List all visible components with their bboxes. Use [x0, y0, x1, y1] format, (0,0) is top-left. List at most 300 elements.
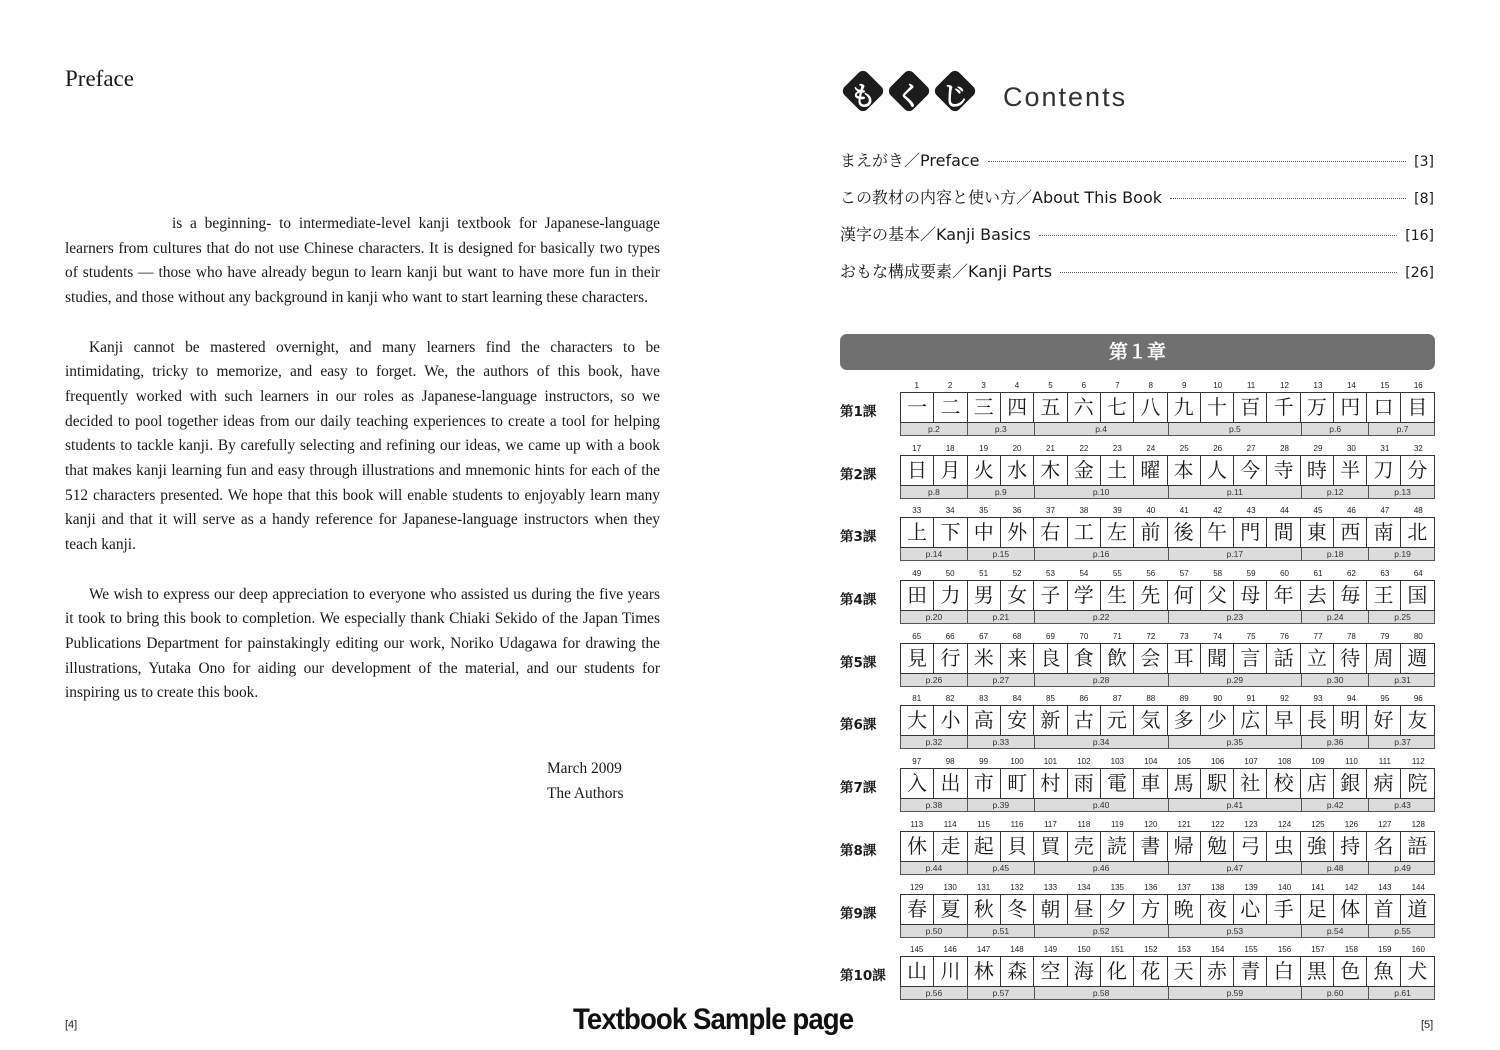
toc-row[interactable] [840, 148, 1434, 185]
kanji-cell[interactable]: 少 [1201, 706, 1234, 735]
page-ref[interactable]: p.28 [1035, 674, 1169, 686]
page-ref[interactable]: p.29 [1169, 674, 1303, 686]
kanji-cell[interactable]: 体 [1334, 895, 1367, 924]
kanji-cell[interactable]: 前 [1134, 518, 1167, 547]
kanji-cell[interactable]: 勉 [1201, 832, 1234, 861]
kanji-cell[interactable]: 円 [1334, 393, 1367, 422]
page-ref[interactable]: p.34 [1035, 736, 1169, 748]
kanji-number: 13 [1313, 381, 1323, 390]
page-ref[interactable]: p.10 [1035, 486, 1169, 498]
kanji-cell[interactable]: 春 [901, 895, 934, 924]
kanji-cell[interactable]: 広 [1234, 706, 1267, 735]
kanji-cell[interactable]: 小 [934, 706, 967, 735]
page-ref[interactable]: p.51 [968, 925, 1035, 937]
kanji-cell[interactable]: 長 [1301, 706, 1334, 735]
kanji-cell[interactable]: 百 [1234, 393, 1267, 422]
kanji-number: 61 [1313, 569, 1323, 579]
kanji-number: 104 [1144, 757, 1158, 767]
kanji-number: 144 [1411, 882, 1425, 892]
kanji-number: 84 [1012, 694, 1022, 704]
page-ref-row [900, 862, 1435, 875]
preface-signature-block [547, 756, 624, 806]
page-ref[interactable]: p.40 [1035, 799, 1169, 811]
page-ref[interactable]: p.42 [1302, 799, 1369, 811]
page-ref[interactable]: p.53 [1169, 925, 1303, 937]
kanji-cell[interactable]: 週 [1407, 645, 1428, 670]
kanji-cell[interactable]: 雨 [1068, 769, 1101, 798]
page-ref[interactable]: p.55 [1394, 925, 1411, 936]
kanji-cell[interactable]: 休 [901, 832, 934, 861]
kanji-number: 19 [979, 443, 989, 453]
kanji-number: 70 [1079, 631, 1089, 641]
kanji-cell[interactable]: 町 [1001, 769, 1034, 798]
kanji-cell[interactable]: 虫 [1267, 832, 1300, 861]
kanji-cell[interactable]: 九 [1168, 393, 1201, 422]
kanji-cell[interactable]: 力 [934, 581, 967, 610]
page-ref[interactable]: p.7 [1396, 424, 1409, 434]
kanji-cell[interactable]: 天 [1168, 957, 1201, 986]
kanji-cell[interactable]: 子 [1034, 581, 1067, 610]
lesson-row [840, 754, 1436, 817]
kanji-cell[interactable]: 夏 [934, 895, 967, 924]
page-ref[interactable]: p.15 [968, 548, 1035, 560]
kanji-cell[interactable]: 名 [1367, 832, 1400, 861]
kanji-number: 74 [1213, 631, 1223, 641]
lesson-row [840, 691, 1436, 754]
kanji-number: 126 [1344, 819, 1359, 829]
kanji-cell[interactable]: 魚 [1367, 957, 1400, 986]
kanji-cell[interactable]: 間 [1267, 518, 1300, 547]
kanji-cell[interactable]: 生 [1101, 581, 1134, 610]
page-ref[interactable]: p.4 [1035, 423, 1169, 435]
kanji-cell[interactable]: 夜 [1201, 895, 1234, 924]
page-ref[interactable]: p.60 [1302, 987, 1369, 999]
kanji-cell[interactable]: 二 [934, 393, 967, 422]
page-ref[interactable]: p.23 [1169, 611, 1303, 623]
kanji-cell[interactable]: 手 [1267, 895, 1300, 924]
kanji-number: 152 [1144, 945, 1158, 955]
kanji-cell[interactable]: 買 [1034, 832, 1067, 861]
kanji-cell[interactable]: 北 [1407, 520, 1428, 545]
kanji-cell[interactable]: 朝 [1034, 895, 1067, 924]
lesson-row [840, 378, 1436, 441]
kanji-number: 94 [1346, 694, 1356, 704]
kanji-cell[interactable]: 千 [1267, 393, 1300, 422]
kanji-cell[interactable]: 晩 [1168, 895, 1201, 924]
kanji-cell[interactable]: 花 [1134, 957, 1167, 986]
kanji-cell[interactable]: 病 [1367, 769, 1400, 798]
page-ref[interactable]: p.8 [901, 486, 968, 498]
page-ref[interactable]: p.12 [1302, 486, 1369, 498]
kanji-cell[interactable]: 青 [1234, 957, 1267, 986]
kanji-cell[interactable]: 大 [901, 706, 934, 735]
kanji-cell[interactable]: 右 [1034, 518, 1067, 547]
kanji-cell[interactable]: 持 [1334, 832, 1367, 861]
kanji-cell[interactable]: 今 [1234, 456, 1267, 485]
lesson-label: 第8課 [840, 842, 877, 859]
kanji-number: 106 [1210, 757, 1225, 767]
kanji-cell[interactable]: 八 [1134, 393, 1167, 422]
kanji-cell[interactable]: 待 [1334, 644, 1367, 673]
kanji-cell[interactable]: 秋 [968, 895, 1001, 924]
kanji-cell[interactable]: 村 [1034, 769, 1067, 798]
kanji-cell[interactable]: 米 [968, 644, 1001, 673]
kanji-cell[interactable]: 強 [1301, 832, 1334, 861]
page-ref[interactable]: p.3 [968, 423, 1035, 435]
kanji-cell[interactable]: 飲 [1101, 644, 1134, 673]
kanji-cell[interactable]: 時 [1301, 456, 1334, 485]
kanji-number: 142 [1344, 882, 1359, 892]
kanji-number: 21 [1046, 443, 1055, 453]
page-ref[interactable]: p.25 [1394, 612, 1411, 623]
kanji-cell[interactable]: 口 [1367, 393, 1400, 422]
lesson-label: 第4課 [840, 592, 877, 609]
kanji-cell[interactable]: 語 [1407, 833, 1428, 858]
kanji-cell[interactable]: 父 [1201, 581, 1234, 610]
page-ref[interactable]: p.18 [1302, 548, 1369, 560]
page-ref[interactable]: p.56 [901, 987, 968, 999]
kanji-cell[interactable]: 入 [901, 769, 934, 798]
kanji-cell[interactable]: 店 [1301, 769, 1334, 798]
page-ref[interactable]: p.26 [901, 674, 968, 686]
toc-page: [26] [1405, 265, 1434, 281]
kanji-number: 83 [979, 694, 989, 704]
page-ref[interactable]: p.43 [1394, 800, 1411, 811]
page-ref[interactable]: p.52 [1035, 925, 1169, 937]
kanji-number: 100 [1010, 757, 1024, 767]
kanji-number: 24 [1146, 443, 1156, 453]
page-ref[interactable]: p.17 [1169, 548, 1303, 560]
kanji-cell[interactable]: 去 [1301, 581, 1334, 610]
kanji-cell[interactable]: 友 [1407, 708, 1428, 733]
kanji-cell[interactable]: 半 [1334, 456, 1367, 485]
toc-leader-dots [1039, 235, 1397, 236]
kanji-cell[interactable]: 林 [968, 957, 1001, 986]
page-ref[interactable]: p.44 [901, 862, 968, 874]
kanji-cell[interactable]: 外 [1001, 518, 1034, 547]
lesson-row [840, 880, 1436, 943]
kanji-cell[interactable]: 中 [968, 518, 1001, 547]
kanji-cell[interactable]: 出 [934, 769, 967, 798]
page-ref[interactable]: p.41 [1169, 799, 1303, 811]
toc-leader-dots [1170, 198, 1406, 199]
kanji-cell[interactable]: 黒 [1301, 957, 1334, 986]
kanji-cell[interactable]: 人 [1201, 456, 1234, 485]
kanji-row [900, 894, 1435, 925]
page-ref[interactable]: p.50 [901, 925, 968, 937]
page-ref-row [900, 736, 1435, 749]
kanji-number: 138 [1210, 882, 1225, 892]
kanji-cell[interactable]: 校 [1267, 769, 1300, 798]
kanji-cell[interactable]: 五 [1034, 393, 1067, 422]
kanji-cell[interactable]: 水 [1001, 456, 1034, 485]
lesson-label: 第2課 [840, 466, 877, 483]
kanji-cell[interactable]: 話 [1267, 644, 1300, 673]
kanji-cell[interactable]: 早 [1267, 706, 1300, 735]
kanji-cell[interactable]: 元 [1101, 706, 1134, 735]
kanji-cell[interactable]: 方 [1134, 895, 1167, 924]
kanji-number: 129 [910, 882, 924, 892]
page-ref[interactable]: p.46 [1035, 862, 1169, 874]
kanji-number: 9 [1181, 381, 1187, 390]
kanji-number: 87 [1112, 694, 1122, 704]
page-ref[interactable]: p.24 [1302, 611, 1369, 623]
page-ref[interactable]: p.61 [1394, 988, 1411, 999]
page-ref[interactable]: p.11 [1169, 486, 1303, 498]
kanji-row [900, 768, 1435, 799]
lesson-row [840, 441, 1436, 504]
kanji-cell[interactable]: 日 [901, 456, 934, 485]
page-ref[interactable]: p.13 [1394, 486, 1411, 497]
kanji-cell[interactable]: 目 [1407, 395, 1428, 419]
kanji-cell[interactable]: 午 [1201, 518, 1234, 547]
page-ref[interactable]: p.49 [1394, 862, 1411, 873]
page-ref[interactable]: p.32 [901, 736, 968, 748]
page-ref[interactable]: p.21 [968, 611, 1035, 623]
kanji-number: 135 [1110, 882, 1125, 892]
kanji-cell[interactable]: 工 [1068, 518, 1101, 547]
page-ref[interactable]: p.47 [1169, 862, 1303, 874]
page-ref[interactable]: p.48 [1302, 862, 1369, 874]
kanji-cell[interactable]: 海 [1068, 957, 1101, 986]
kanji-cell[interactable]: 市 [968, 769, 1001, 798]
kanji-cell[interactable]: 言 [1234, 644, 1267, 673]
kanji-cell[interactable]: 聞 [1201, 644, 1234, 673]
kanji-number: 124 [1277, 819, 1292, 829]
kanji-cell[interactable]: 立 [1301, 644, 1334, 673]
kanji-cell[interactable]: 足 [1301, 895, 1334, 924]
kanji-cell[interactable]: 毎 [1334, 581, 1367, 610]
kanji-cell[interactable]: 寺 [1267, 456, 1300, 485]
page-ref[interactable]: p.2 [901, 423, 968, 435]
kanji-cell[interactable]: 見 [901, 644, 934, 673]
kanji-cell[interactable]: 一 [901, 393, 934, 422]
kanji-cell[interactable]: 左 [1101, 518, 1134, 547]
kanji-cell[interactable]: 多 [1168, 706, 1201, 735]
kanji-cell[interactable]: 好 [1367, 706, 1400, 735]
kanji-cell[interactable]: 夕 [1101, 895, 1134, 924]
kanji-number: 50 [945, 569, 955, 579]
kanji-number: 119 [1110, 819, 1124, 829]
kanji-number: 139 [1244, 882, 1258, 892]
kanji-cell[interactable]: 社 [1234, 769, 1267, 798]
kanji-cell[interactable]: 良 [1034, 644, 1067, 673]
page-ref[interactable]: p.35 [1169, 736, 1303, 748]
page-ref[interactable]: p.45 [968, 862, 1035, 874]
page-ref-row [900, 548, 1435, 561]
kanji-number: 101 [1043, 757, 1058, 767]
kanji-cell[interactable]: 弓 [1234, 832, 1267, 861]
page-ref[interactable]: p.33 [968, 736, 1035, 748]
kanji-cell[interactable]: 国 [1407, 583, 1428, 608]
kanji-cell[interactable]: 門 [1234, 518, 1267, 547]
kanji-cell[interactable]: 三 [968, 393, 1001, 422]
page-ref[interactable]: p.31 [1394, 674, 1411, 685]
kanji-cell[interactable]: 古 [1068, 706, 1101, 735]
kanji-number: 114 [943, 819, 957, 829]
kanji-number: 102 [1077, 757, 1091, 767]
kanji-number: 96 [1413, 694, 1423, 704]
kanji-number: 28 [1280, 443, 1289, 453]
mokuji-char-3: じ [941, 82, 968, 112]
kanji-cell[interactable]: 帰 [1168, 832, 1201, 861]
kanji-cell[interactable]: 年 [1267, 581, 1300, 610]
page-ref[interactable]: p.39 [968, 799, 1035, 811]
kanji-cell[interactable]: 食 [1068, 644, 1101, 673]
kanji-cell[interactable]: 来 [1001, 644, 1034, 673]
kanji-number-row [900, 569, 1435, 579]
kanji-cell[interactable]: 会 [1134, 644, 1167, 673]
kanji-cell[interactable]: 刀 [1367, 456, 1400, 485]
kanji-cell[interactable]: 何 [1168, 581, 1201, 610]
kanji-number: 155 [1244, 945, 1258, 955]
kanji-cell[interactable]: 首 [1367, 895, 1400, 924]
kanji-cell[interactable]: 読 [1101, 832, 1134, 861]
kanji-cell[interactable]: 下 [934, 518, 967, 547]
mokuji-char-2: く [895, 82, 922, 112]
toc-row[interactable] [840, 185, 1434, 222]
kanji-cell[interactable]: 行 [934, 644, 967, 673]
kanji-number: 157 [1311, 945, 1325, 955]
kanji-cell[interactable]: 東 [1301, 518, 1334, 547]
kanji-number: 4 [1014, 381, 1020, 390]
kanji-cell[interactable]: 院 [1407, 771, 1428, 796]
kanji-cell[interactable]: 売 [1068, 832, 1101, 861]
kanji-cell[interactable]: 火 [968, 456, 1001, 485]
page-ref[interactable]: p.22 [1035, 611, 1169, 623]
kanji-number: 17 [912, 443, 922, 453]
preface-body [65, 212, 660, 731]
toc-row[interactable] [840, 222, 1434, 259]
kanji-cell[interactable]: 西 [1334, 518, 1367, 547]
kanji-cell[interactable]: 犬 [1407, 959, 1428, 984]
kanji-number: 6 [1081, 381, 1087, 390]
kanji-cell[interactable]: 新 [1034, 706, 1067, 735]
page-ref[interactable]: p.30 [1302, 674, 1369, 686]
kanji-cell[interactable]: 十 [1201, 393, 1234, 422]
kanji-cell[interactable]: 昼 [1068, 895, 1101, 924]
kanji-cell[interactable]: 道 [1407, 896, 1428, 921]
page-ref[interactable]: p.36 [1302, 736, 1369, 748]
kanji-cell[interactable]: 色 [1334, 957, 1367, 986]
kanji-cell[interactable]: 走 [934, 832, 967, 861]
kanji-cell[interactable]: 車 [1134, 769, 1167, 798]
kanji-cell[interactable]: 上 [901, 518, 934, 547]
kanji-cell[interactable]: 女 [1001, 581, 1034, 610]
kanji-cell[interactable]: 安 [1001, 706, 1034, 735]
kanji-cell[interactable]: 田 [901, 581, 934, 610]
kanji-cell[interactable]: 貝 [1001, 832, 1034, 861]
kanji-cell[interactable]: 馬 [1168, 769, 1201, 798]
toc-page: [16] [1405, 228, 1434, 244]
kanji-cell[interactable]: 王 [1367, 581, 1400, 610]
kanji-cell[interactable]: 男 [968, 581, 1001, 610]
toc-row[interactable] [840, 259, 1434, 296]
kanji-cell[interactable]: 四 [1001, 393, 1034, 422]
kanji-cell[interactable]: 木 [1034, 456, 1067, 485]
kanji-number: 148 [1010, 945, 1024, 955]
kanji-cell[interactable]: 金 [1068, 456, 1101, 485]
kanji-cell[interactable]: 川 [934, 957, 967, 986]
page-ref[interactable]: p.9 [968, 486, 1035, 498]
kanji-cell[interactable]: 起 [968, 832, 1001, 861]
kanji-number: 113 [910, 819, 924, 829]
toc-leader-dots [1060, 272, 1397, 273]
page-number-left: [4] [65, 1019, 78, 1031]
page-ref[interactable]: p.16 [1035, 548, 1169, 560]
kanji-cell[interactable]: 気 [1134, 706, 1167, 735]
kanji-cell[interactable]: 山 [901, 957, 934, 986]
kanji-number: 140 [1277, 882, 1292, 892]
kanji-number: 146 [943, 945, 957, 955]
page-ref[interactable]: p.14 [901, 548, 968, 560]
kanji-cell[interactable]: 母 [1234, 581, 1267, 610]
kanji-cell[interactable]: 分 [1407, 457, 1428, 482]
kanji-cell[interactable]: 土 [1101, 456, 1134, 485]
page-ref[interactable]: p.19 [1394, 549, 1411, 560]
page-ref[interactable]: p.59 [1169, 987, 1303, 999]
page-ref[interactable]: p.6 [1302, 423, 1369, 435]
kanji-cell[interactable]: 森 [1001, 957, 1034, 986]
page-ref[interactable]: p.27 [968, 674, 1035, 686]
kanji-cell[interactable]: 赤 [1201, 957, 1234, 986]
toc-label: まえがき／Preface [840, 151, 980, 170]
page-ref[interactable]: p.58 [1035, 987, 1169, 999]
kanji-cell[interactable]: 本 [1168, 456, 1201, 485]
page-ref[interactable]: p.54 [1302, 925, 1369, 937]
kanji-cell[interactable]: 後 [1168, 518, 1201, 547]
kanji-cell[interactable]: 心 [1234, 895, 1267, 924]
kanji-number: 109 [1311, 757, 1325, 767]
kanji-cell[interactable]: 駅 [1201, 769, 1234, 798]
kanji-number: 65 [912, 631, 922, 641]
kanji-cell[interactable]: 周 [1367, 644, 1400, 673]
kanji-cell[interactable]: 書 [1134, 832, 1167, 861]
kanji-cell[interactable]: 月 [934, 456, 967, 485]
kanji-cell[interactable]: 白 [1267, 957, 1300, 986]
kanji-cell[interactable]: 冬 [1001, 895, 1034, 924]
kanji-cell[interactable]: 空 [1034, 957, 1067, 986]
page-ref[interactable]: p.37 [1394, 737, 1411, 748]
kanji-cell[interactable]: 曜 [1134, 456, 1167, 485]
kanji-number: 93 [1313, 694, 1323, 704]
kanji-cell[interactable]: 化 [1101, 957, 1134, 986]
page-ref[interactable]: p.57 [968, 987, 1035, 999]
kanji-cell[interactable]: 先 [1134, 581, 1167, 610]
kanji-number: 15 [1380, 381, 1390, 390]
kanji-cell[interactable]: 電 [1101, 769, 1134, 798]
kanji-cell[interactable]: 万 [1301, 393, 1334, 422]
kanji-row [900, 455, 1435, 486]
kanji-cell[interactable]: 高 [968, 706, 1001, 735]
kanji-cell[interactable]: 耳 [1168, 644, 1201, 673]
page-ref[interactable]: p.38 [901, 799, 968, 811]
kanji-cell[interactable]: 南 [1367, 518, 1400, 547]
page-ref[interactable]: p.20 [901, 611, 968, 623]
kanji-cell[interactable]: 学 [1068, 581, 1101, 610]
kanji-number: 75 [1246, 631, 1256, 641]
toc-leader-dots [988, 161, 1407, 162]
kanji-cell[interactable]: 六 [1068, 393, 1101, 422]
kanji-number: 118 [1077, 819, 1091, 829]
kanji-cell[interactable]: 銀 [1334, 769, 1367, 798]
page-ref[interactable]: p.5 [1169, 423, 1303, 435]
kanji-cell[interactable]: 七 [1101, 393, 1134, 422]
table-of-contents [840, 148, 1434, 296]
kanji-row [900, 643, 1435, 674]
kanji-number: 95 [1380, 694, 1390, 704]
kanji-cell[interactable]: 明 [1334, 706, 1367, 735]
